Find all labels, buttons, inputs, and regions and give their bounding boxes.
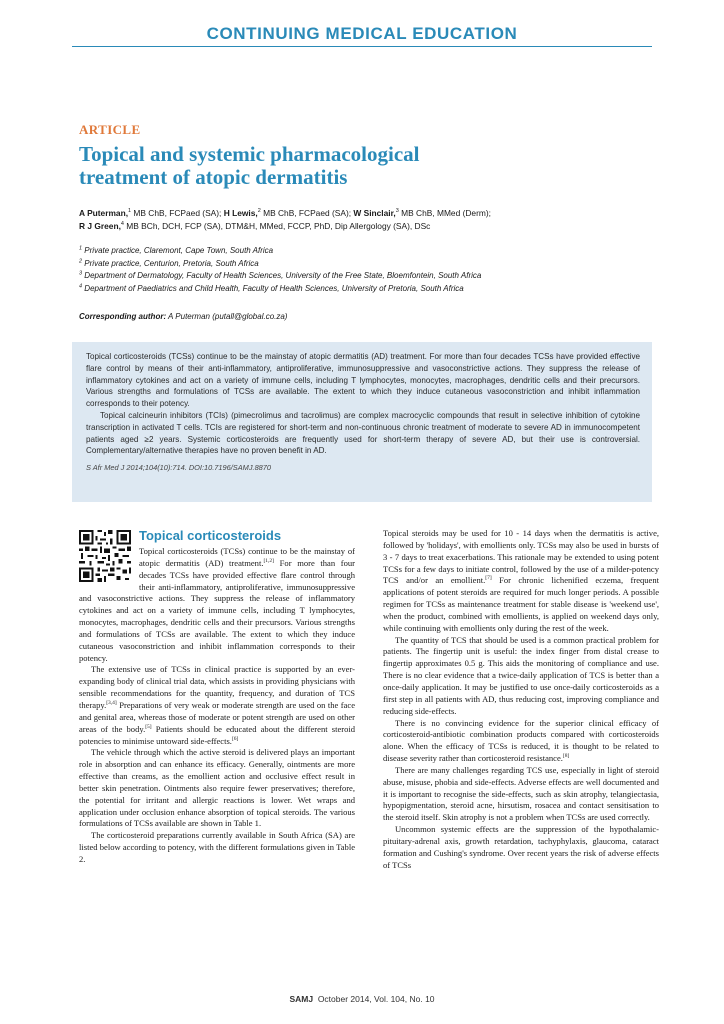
author-degrees: MB BCh, DCH, FCP (SA), DTM&H, MMed, FCCP, PhD, Dip Allergology (SA), DSc — [123, 221, 431, 231]
corresponding-text: A Puterman (putall@global.co.za) — [166, 312, 288, 321]
body-paragraph — [383, 528, 659, 635]
section-heading: Topical corticosteroids — [139, 528, 282, 543]
body-paragraph — [79, 664, 355, 747]
author-list — [79, 207, 639, 233]
author-name: W Sinclair, — [353, 208, 396, 218]
author-affil-ref: 3 — [395, 208, 399, 215]
author-affil-ref: 2 — [257, 208, 261, 215]
author-degrees: MB ChB, FCPaed (SA); — [260, 208, 354, 218]
affiliation-item — [79, 258, 639, 271]
author-affil-ref: 4 — [120, 221, 124, 228]
body-text: Patients should be educated about the different steroid potencies to minimise untoward side-effects. — [79, 723, 355, 746]
body-column-right — [383, 528, 659, 871]
author-name: R J Green, — [79, 221, 121, 231]
affiliation-item — [79, 270, 639, 283]
body-paragraph: The vehicle through which the active steroid is delivered plays an important role in absorption and can enhance its efficacy. Generally, ointments are more effective than creams, as the emollient action and occlusive effect result in better skin penetration. Ointments also require fewer preservatives; therefore, the potential for irritant and allergic reactions is lower. Wet wraps and application under occlusion enhance absorption of topical steroids. The various formulations of TCSs available are shown in Table 1. — [79, 747, 355, 829]
issue-info: October 2014, Vol. 104, No. 10 — [317, 994, 435, 1004]
reference-marker: [1,2] — [263, 558, 275, 564]
body-paragraph — [383, 718, 659, 765]
article-label: ARTICLE — [79, 122, 141, 137]
affiliation-item — [79, 245, 639, 258]
body-text: Topical steroids may be used for 10 - 14 days when the dermatitis is active, followed by 'holidays', with emollients only. TCSs may also be used in bursts of 3 - 7 days to treat exacerbations. This rationale may be extended to using potent TCSs for a few days to initiate control, followed by the use of a milder-potency TCS and/or an emollient. — [383, 528, 659, 586]
journal-name: SAMJ — [289, 994, 314, 1004]
author-name: A Puterman, — [79, 208, 129, 218]
body-paragraph: There are many challenges regarding TCS use, especially in light of steroid abuse, misuse, phobia and side-effects. Adverse effects are well documented and it is important to recognise the side-effects, such as skin atrophy, telangiectasia, hypopigmentation, steroid acne, hirsutism, rosacea and contact sensitisation to the steroid itself. Skin atrophy is not a problem when TCSs are used correctly. — [383, 764, 659, 823]
reference-marker: [5] — [145, 723, 152, 730]
body-text: Preparations of very weak or moderate strength are used on the face and genital area, whereas those of moderate or potent strength are used on other areas of the body. — [79, 699, 355, 734]
page-footer — [0, 994, 724, 1004]
reference-marker: [7] — [485, 575, 492, 582]
body-paragraph: The quantity of TCS that should be used is a common practical problem for patients. The fingertip unit is useful: the index finger from distal crease to fingertip approximates 0.5 g. This aids the monitoring of compliance and use. There is no clear evidence that a twice-daily application of TCS is better than a once-daily application. It may be justified to use once-daily corticosteroids as a first step in all patients with AD, thus reducing cost, improving compliance and reducing side-effects. — [383, 634, 659, 716]
affiliation-text: Department of Dermatology, Faculty of Health Sciences, University of the Free State, Bloemfontein, South Africa — [82, 271, 482, 280]
affiliation-text: Department of Paediatrics and Child Health, Faculty of Health Sciences, University of Pretoria, South Africa — [82, 283, 464, 293]
affiliation-text: Private practice, Claremont, Cape Town, South Africa — [82, 246, 274, 255]
author-degrees: MB ChB, FCPaed (SA); — [131, 208, 224, 218]
section-header: CONTINUING MEDICAL EDUCATION — [206, 24, 518, 43]
body-text: The extensive use of TCSs in clinical practice is supported by an ever-expanding body of clinical trial data, which assists in providing physicians with sensible recommendations for the quantity, frequency, and duration of TCS therapy. — [79, 664, 355, 710]
abstract-paragraph: Topical corticosteroids (TCSs) continue to be the mainstay of atopic dermatitis (AD) treatment. For more than four decades TCSs have provided effective flare control by means of their anti-inflammatory, antiproliferative, immunosuppressive and vasoconstrictive actions. They suppress the release of inflammatory cytokines and act on a variety of immune cells, including T lymphocytes, monocytes, macrophages, dendritic cells and their precursors. Various strengths and formulations of TCSs are available. The extent to which they induce cutaneous vasoconstriction and inhibit inflammation corresponds to their potency. — [86, 352, 640, 409]
corresponding-label: Corresponding author: — [79, 312, 167, 321]
body-text: For chronic lichenified eczema, frequent applications of potent steroids are required for much longer periods. A possible regimen for TCSs as maintenance treatment for stable disease is 'weekend use', when the product, combined with emollients, is applied on weekend days only, while continuing with emollients only during the rest of the week. — [383, 575, 659, 633]
abstract-box — [72, 342, 652, 502]
affiliation-item — [79, 283, 639, 296]
affiliation-num: 3 — [79, 270, 83, 277]
affiliation-text: Private practice, Centurion, Pretoria, South Africa — [82, 258, 259, 268]
citation: S Afr Med J 2014;104(10):714. DOI:10.7196/SAMJ.8870 — [86, 463, 272, 473]
affiliation-list — [79, 245, 639, 295]
abstract-paragraph: Topical calcineurin inhibitors (TCIs) (pimecrolimus and tacrolimus) are complex macrocyclic compounds that result in selective inhibition of cytokine transcription in activated T cells. TCIs are registered for short-term and non-continuous chronic treatment of moderate to severe AD in immunocompetent patients aged ≥2 years. Systemic corticosteroids are frequently used for short-term therapy of severe AD, but their use is controversial. Complementary/alternative therapies have no proven benefit in AD. — [86, 410, 640, 456]
affiliation-num: 1 — [79, 245, 83, 252]
body-text: There is no convincing evidence for the superior clinical efficacy of corticosteroid-antibiotic combination products compared with corticosteroids alone. When the efficacy of TCSs is reduced, it is thought to be related to disease severity rather than corticosteroid resistance. — [383, 717, 659, 764]
reference-marker: [3,4] — [106, 700, 117, 707]
reference-marker: [6] — [231, 735, 239, 742]
author-affil-ref: 1 — [128, 208, 132, 215]
author-name: H Lewis, — [223, 208, 258, 218]
body-column-left — [79, 528, 355, 866]
affiliation-num: 2 — [79, 257, 83, 264]
reference-marker: [8] — [562, 753, 570, 760]
article-title: Topical and systemic pharmacological treatment of atopic dermatitis — [79, 142, 420, 189]
body-text: Topical corticosteroids (TCSs) continue to be the mainstay of atopic dermatitis (AD) treatment. — [139, 546, 355, 568]
corresponding-author — [79, 312, 639, 321]
affiliation-num: 4 — [79, 282, 83, 289]
qr-code-icon[interactable] — [79, 530, 131, 582]
body-text: For more than four decades TCSs have provided effective flare control through their anti-inflammatory, antiproliferative, immunosuppressive and vasoconstrictive actions. They suppress the release of inflammatory cytokines and act on a variety of immune cells, including T lymphocytes, monocytes, macrophages, dendritic cells and their precursors. Various strengths and formulations of TCSs are available. The extent to which they induce cutaneous vasoconstriction and inhibit inflammation corresponds to their potency. — [79, 557, 356, 663]
body-paragraph: Uncommon systemic effects are the suppression of the hypothalamic-pituitary-adrenal axis, growth retardation, tachyphylaxis, glaucoma, cataract formation and Cushing's syndrome. Over recent years the risk of adverse effects of TCSs — [383, 824, 659, 870]
body-paragraph: The corticosteroid preparations currently available in South Africa (SA) are listed below according to potency, with the different formulations given in Table 2. — [79, 830, 355, 864]
author-degrees: MB ChB, MMed (Derm); — [398, 208, 491, 218]
